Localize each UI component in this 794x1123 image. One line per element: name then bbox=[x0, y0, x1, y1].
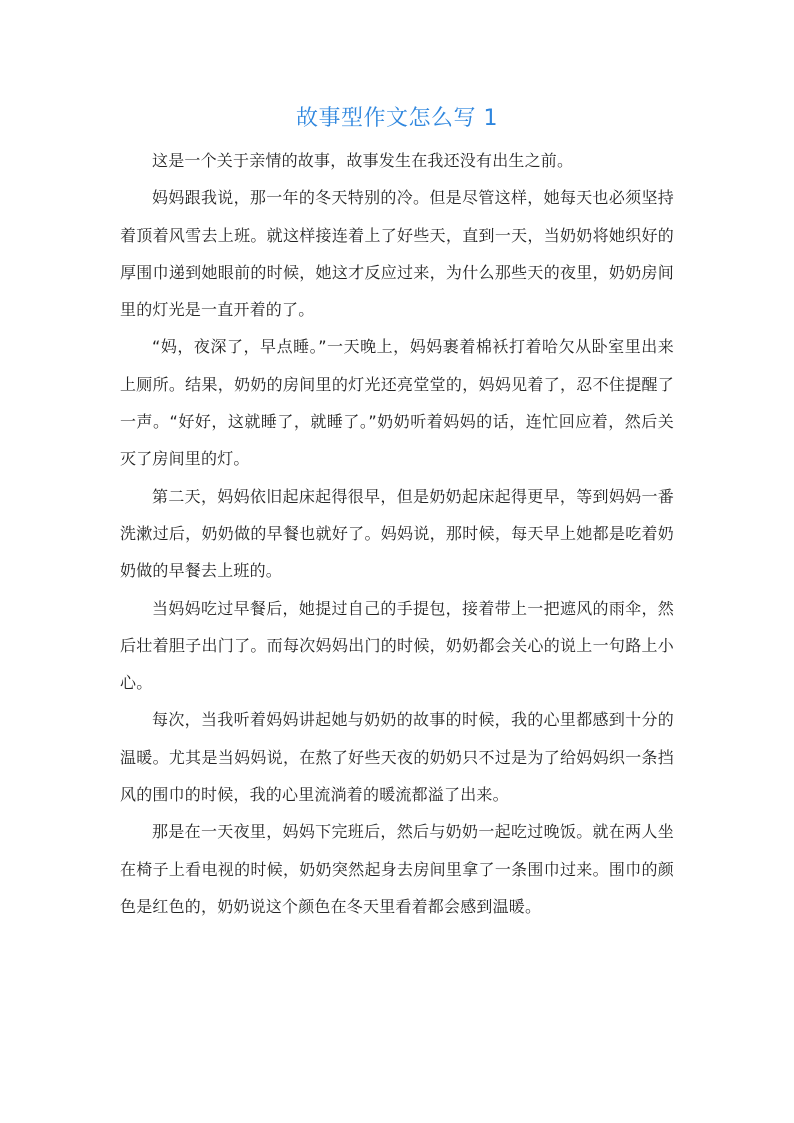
paragraph: 那是在一天夜里，妈妈下完班后，然后与奶奶一起吃过晚饭。就在两人坐在椅子上看电视的时候，奶奶突然起身去房间里拿了一条围巾过来。围巾的颜色是红色的，奶奶说这个颜色在冬天里看着都会感到温暖。 bbox=[120, 822, 674, 916]
paragraph: 妈妈跟我说，那一年的冬天特别的冷。但是尽管这样，她每天也必须坚持着顶着风雪去上班。就这样接连着上了好些天，直到一天，当奶奶将她织好的厚围巾递到她眼前的时候，她这才反应过来，为什么那些天的夜里，奶奶房间里的灯光是一直开着的了。 bbox=[120, 188, 674, 320]
document-title: 故事型作文怎么写 1 bbox=[296, 106, 498, 131]
paragraph: 第二天，妈妈依旧起床起得很早，但是奶奶起床起得更早，等到妈妈一番洗漱过后，奶奶做的早餐也就好了。妈妈说，那时候，每天早上她都是吃着奶奶做的早餐去上班的。 bbox=[120, 486, 674, 581]
paragraph: 这是一个关于亲情的故事，故事发生在我还没有出生之前。 bbox=[152, 151, 574, 170]
paragraph: 当妈妈吃过早餐后，她提过自己的手提包，接着带上一把遮风的雨伞，然后壮着胆子出门了。而每次妈妈出门的时候，奶奶都会关心的说上一句路上小心。 bbox=[120, 598, 674, 693]
paragraph: “妈，夜深了，早点睡。”一天晚上，妈妈裹着棉袄打着哈欠从卧室里出来上厕所。结果，奶奶的房间里的灯光还亮堂堂的，妈妈见着了，忍不住提醒了一声。“好好，这就睡了，就睡了。”奶奶听着妈妈的话，连忙回应着，然后关灭了房间里的灯。 bbox=[120, 337, 674, 469]
paragraph: 每次，当我听着妈妈讲起她与奶奶的故事的时候，我的心里都感到十分的温暖。尤其是当妈妈说，在熬了好些天夜的奶奶只不过是为了给妈妈织一条挡风的围巾的时候，我的心里流淌着的暖流都溢了出来。 bbox=[120, 710, 674, 805]
